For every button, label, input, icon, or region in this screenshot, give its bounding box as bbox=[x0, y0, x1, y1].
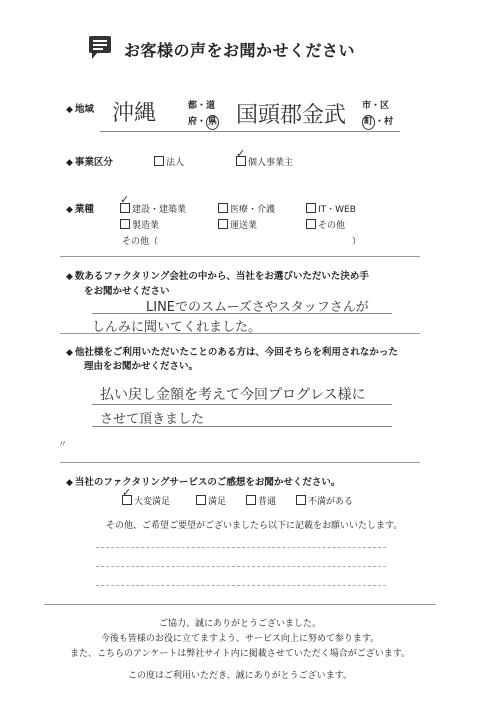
diamond-bullet-icon: ◆ bbox=[66, 205, 73, 215]
footer-thanks: ご協力、誠にありがとうございました。 bbox=[158, 619, 321, 629]
footer-disclaimer: また、こちらのアンケートは弊社サイト内に掲載させていただく場合がございます。 bbox=[69, 649, 411, 659]
request-line-2[interactable] bbox=[96, 566, 386, 567]
industry-other-input[interactable] bbox=[168, 234, 348, 246]
page-title: お客様の声をお聞かせください bbox=[124, 41, 356, 60]
option-label: 大変満足 bbox=[134, 497, 171, 507]
option-label: 製造業 bbox=[132, 221, 160, 231]
industry-option-medical[interactable] bbox=[218, 202, 275, 215]
answer-line bbox=[92, 404, 392, 405]
diamond-bullet-icon: ◆ bbox=[66, 105, 73, 115]
business-type-label bbox=[66, 154, 113, 168]
checkbox-icon[interactable] bbox=[246, 495, 256, 505]
industry-option-manufacturing[interactable] bbox=[120, 218, 159, 231]
checkbox-icon[interactable] bbox=[120, 219, 130, 229]
city-suffix-bottom bbox=[362, 115, 393, 130]
other-question-line1: 他社様をご利用いただいたことのある方は、今回そちらを利用されなかった bbox=[74, 347, 398, 358]
reason-answer-line2[interactable]: しんみに聞いてくれました。 bbox=[92, 320, 262, 335]
checkbox-icon[interactable] bbox=[196, 495, 206, 505]
option-label: 満足 bbox=[208, 497, 227, 507]
region-underline bbox=[100, 131, 400, 132]
checkmark-icon: ✓ bbox=[236, 147, 246, 160]
checkmark-icon: ✓ bbox=[120, 193, 130, 206]
diamond-bullet-icon: ◆ bbox=[66, 348, 73, 358]
footer-commitment: 今後も皆様のお役に立てますよう、サービス向上に努めて参ります。 bbox=[100, 634, 380, 644]
industry-other-open: その他（ bbox=[122, 237, 159, 247]
checkmark-icon: ✓ bbox=[122, 486, 132, 499]
checkbox-icon[interactable] bbox=[218, 219, 228, 229]
option-label: 医療・介護 bbox=[230, 205, 276, 215]
request-line-3[interactable] bbox=[96, 585, 386, 586]
prefecture-suffix-circled: 県 bbox=[206, 115, 219, 130]
city-handwritten[interactable]: 国頭郡金武 bbox=[236, 103, 347, 128]
prefecture-suffix-top: 都・道 bbox=[188, 101, 216, 111]
prefecture-handwritten[interactable]: 沖縄 bbox=[112, 101, 157, 126]
business-type-label-text: 事業区分 bbox=[74, 157, 113, 168]
industry-option-it[interactable] bbox=[306, 202, 356, 215]
industry-label bbox=[66, 201, 94, 215]
checkbox-icon[interactable] bbox=[154, 156, 164, 166]
industry-option-construction[interactable] bbox=[120, 202, 186, 215]
diamond-bullet-icon: ◆ bbox=[66, 158, 73, 168]
satisfaction-question bbox=[66, 474, 340, 488]
diamond-bullet-icon: ◆ bbox=[66, 478, 73, 488]
footer-closing: この度はご利用いただき、誠にありがとうございます。 bbox=[128, 671, 352, 681]
section-divider bbox=[60, 256, 420, 257]
region-label-text: 地域 bbox=[74, 104, 94, 115]
checkbox-icon[interactable] bbox=[306, 203, 316, 213]
reason-question-line1: 数あるファクタリング会社の中から、当社をお選びいただいた決め手 bbox=[74, 271, 369, 282]
option-label: 不満がある bbox=[308, 497, 354, 507]
industry-option-transport[interactable] bbox=[218, 218, 257, 231]
margin-mark: 〃 bbox=[58, 440, 68, 450]
other-answer-line2[interactable]: させて頂きました bbox=[100, 412, 205, 427]
other-question bbox=[66, 344, 398, 358]
satisfaction-option-satisfied[interactable] bbox=[196, 494, 226, 507]
satisfaction-option-neutral[interactable] bbox=[246, 494, 276, 507]
industry-option-other[interactable] bbox=[306, 218, 345, 231]
business-type-option-corporation[interactable] bbox=[154, 155, 184, 168]
checkbox-icon[interactable] bbox=[218, 203, 228, 213]
checkbox-icon[interactable] bbox=[306, 219, 316, 229]
request-instructions: その他、ご希望ご要望がございましたら以下に記載をお願いいたします。 bbox=[106, 521, 403, 531]
city-suffix-top: 市・区 bbox=[362, 101, 390, 111]
option-label: 個人事業主 bbox=[248, 158, 294, 168]
reason-question bbox=[66, 268, 369, 282]
section-divider bbox=[60, 333, 420, 334]
answer-line bbox=[92, 313, 392, 314]
city-suffix-mura: ・村 bbox=[375, 117, 394, 127]
checkbox-icon[interactable] bbox=[296, 495, 306, 505]
city-suffix-circled: 町 bbox=[362, 115, 375, 130]
reason-question-line2: をお聞かせください bbox=[84, 286, 170, 297]
option-label: 建設・建築業 bbox=[132, 205, 187, 215]
other-question-line2: 理由をお聞かせください。 bbox=[84, 361, 199, 372]
section-divider bbox=[44, 604, 436, 605]
satisfaction-option-dissatisfied[interactable] bbox=[296, 494, 353, 507]
chat-bubble-icon bbox=[89, 36, 115, 60]
section-divider bbox=[60, 462, 420, 463]
option-label: IT・WEB bbox=[318, 205, 356, 215]
reason-answer-line1[interactable]: LINEでのスムーズさやスタッフさんが bbox=[146, 300, 369, 315]
request-line-1[interactable] bbox=[96, 547, 386, 548]
option-label: その他 bbox=[318, 221, 346, 231]
other-answer-line1[interactable]: 払い戻し金額を考えて今回プログレス様に bbox=[100, 387, 366, 403]
answer-line bbox=[92, 426, 392, 427]
prefecture-suffix-fu: 府・ bbox=[188, 117, 207, 127]
prefecture-suffix-bottom bbox=[188, 115, 219, 130]
option-label: 運送業 bbox=[230, 221, 258, 231]
industry-label-text: 業種 bbox=[74, 204, 94, 215]
option-label: 普通 bbox=[258, 497, 277, 507]
region-label bbox=[66, 101, 94, 115]
satisfaction-question-text: 当社のファクタリングサービスのご感想をお聞かせください。 bbox=[74, 477, 341, 488]
option-label: 法人 bbox=[166, 158, 185, 168]
diamond-bullet-icon: ◆ bbox=[66, 272, 73, 282]
industry-other-close: ） bbox=[352, 237, 362, 247]
